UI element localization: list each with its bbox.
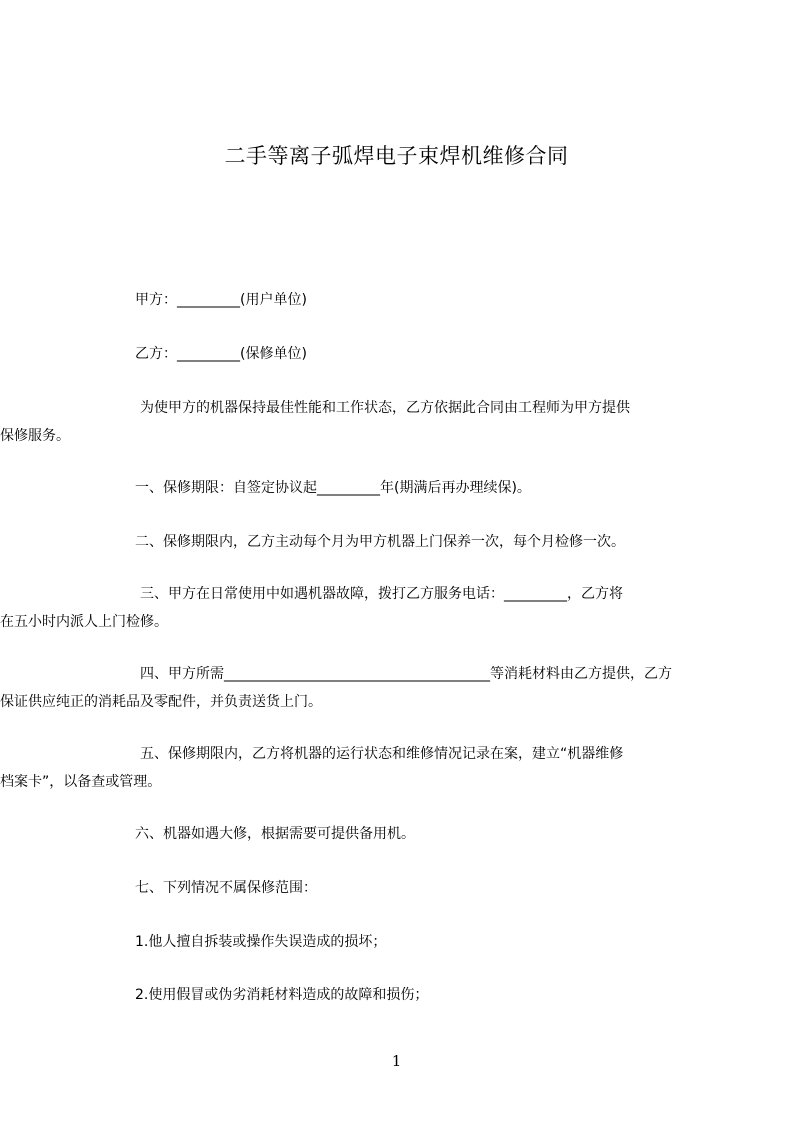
intro-paragraph <box>0 394 707 450</box>
clause-4 <box>0 660 707 716</box>
clause-7: 七、下列情况不属保修范围： <box>135 880 317 896</box>
party-b-line: 乙方：_________(保修单位) <box>135 346 307 362</box>
intro-line-2: 保修服务。 <box>0 428 70 444</box>
clause-4-line-2: 保证供应纯正的消耗品及零配件，并负责送货上门。 <box>0 694 322 710</box>
clause-3-line-1: 三、甲方在日常使用中如遇机器故障，拨打乙方服务电话：_________，乙方将 <box>140 586 623 602</box>
clause-5-line-1: 五、保修期限内，乙方将机器的运行状态和维修情况记录在案，建立“机器维修 <box>140 746 624 762</box>
clause-6: 六、机器如遇大修，根据需要可提供备用机。 <box>135 826 415 842</box>
clause-4-line-1: 四、甲方所需______________________________________等消耗材料由乙方提供，乙方 <box>140 666 672 682</box>
clause-5 <box>0 740 707 796</box>
clause-5-line-2: 档案卡”，以备查或管理。 <box>0 774 162 790</box>
document-title: 二手等离子弧焊电子束焊机维修合同 <box>224 144 569 168</box>
clause-1: 一、保修期限：自签定协议起_________年(期满后再办理续保)。 <box>135 480 531 496</box>
intro-line-1: 为使甲方的机器保持最佳性能和工作状态，乙方依据此合同由工程师为甲方提供 <box>140 400 630 416</box>
party-a-line: 甲方：_________(用户单位) <box>135 292 307 308</box>
page-number: 1 <box>391 1052 402 1070</box>
clause-7-item-2: 2.使用假冒或伪劣消耗材料造成的故障和损伤； <box>135 987 429 1003</box>
clause-3 <box>0 580 707 636</box>
clause-2: 二、保修期限内，乙方主动每个月为甲方机器上门保养一次，每个月检修一次。 <box>135 534 625 550</box>
clause-7-item-1: 1.他人擅自拆装或操作失误造成的损坏； <box>135 934 387 950</box>
clause-3-line-2: 在五小时内派人上门检修。 <box>0 614 168 630</box>
